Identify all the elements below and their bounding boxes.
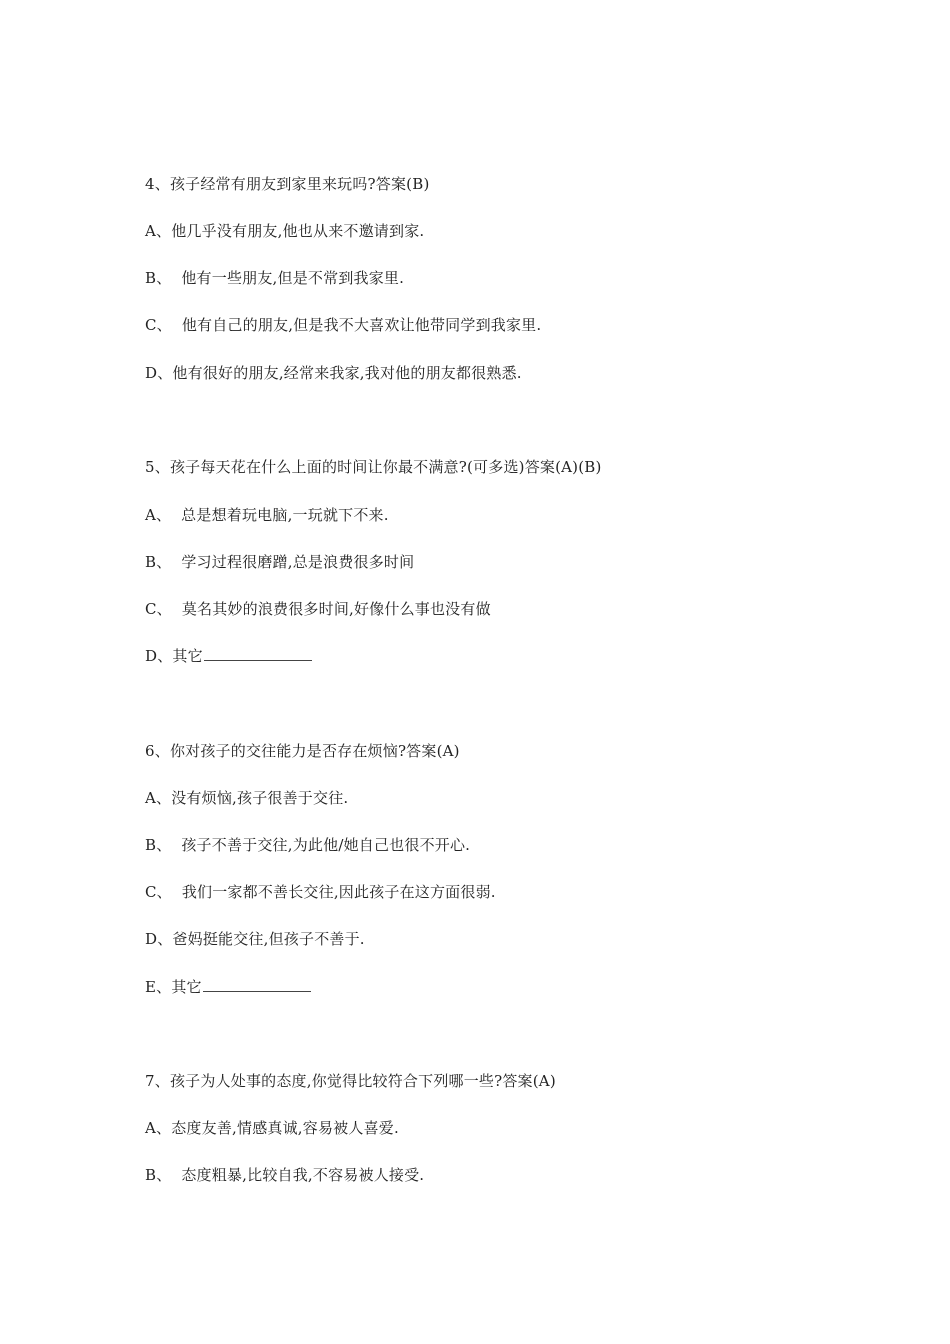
question-7-title: 7、孩子为人处事的态度,你觉得比较符合下列哪一些?答案(A)	[145, 1072, 556, 1090]
question-4-option-c: C、 他有自己的朋友,但是我不大喜欢让他带同学到我家里.	[145, 316, 542, 334]
question-5-option-a: A、 总是想着玩电脑,一玩就下不来.	[145, 506, 389, 524]
question-4-option-d: D、他有很好的朋友,经常来我家,我对他的朋友都很熟悉.	[145, 364, 522, 382]
question-6-title: 6、你对孩子的交往能力是否存在烦恼?答案(A)	[145, 742, 460, 760]
question-6-option-b: B、 孩子不善于交往,为此他/她自己也很不开心.	[145, 836, 471, 854]
question-5-option-d	[145, 646, 312, 666]
question-5-title: 5、孩子每天花在什么上面的时间让你最不满意?(可多选)答案(A)(B)	[145, 458, 602, 476]
question-6-option-c: C、 我们一家都不善长交往,因此孩子在这方面很弱.	[145, 883, 496, 901]
question-5-option-c: C、 莫名其妙的浪费很多时间,好像什么事也没有做	[145, 600, 491, 618]
question-6-option-d: D、爸妈挺能交往,但孩子不善于.	[145, 930, 365, 948]
fill-in-blank	[203, 977, 311, 992]
question-6-option-a: A、没有烦恼,孩子很善于交往.	[145, 789, 349, 807]
question-4-option-b: B、 他有一些朋友,但是不常到我家里.	[145, 269, 405, 287]
question-4-title: 4、孩子经常有朋友到家里来玩吗?答案(B)	[145, 175, 430, 193]
option-text: D、其它	[145, 647, 203, 665]
question-4-option-a: A、他几乎没有朋友,他也从来不邀请到家.	[145, 222, 425, 240]
question-7-option-b: B、 态度粗暴,比较自我,不容易被人接受.	[145, 1166, 425, 1184]
question-7-option-a: A、态度友善,情感真诚,容易被人喜爱.	[145, 1119, 399, 1137]
question-6-option-e	[145, 977, 311, 997]
fill-in-blank	[204, 646, 312, 661]
question-5-option-b: B、 学习过程很磨蹭,总是浪费很多时间	[145, 553, 415, 571]
option-text: E、其它	[145, 978, 202, 996]
